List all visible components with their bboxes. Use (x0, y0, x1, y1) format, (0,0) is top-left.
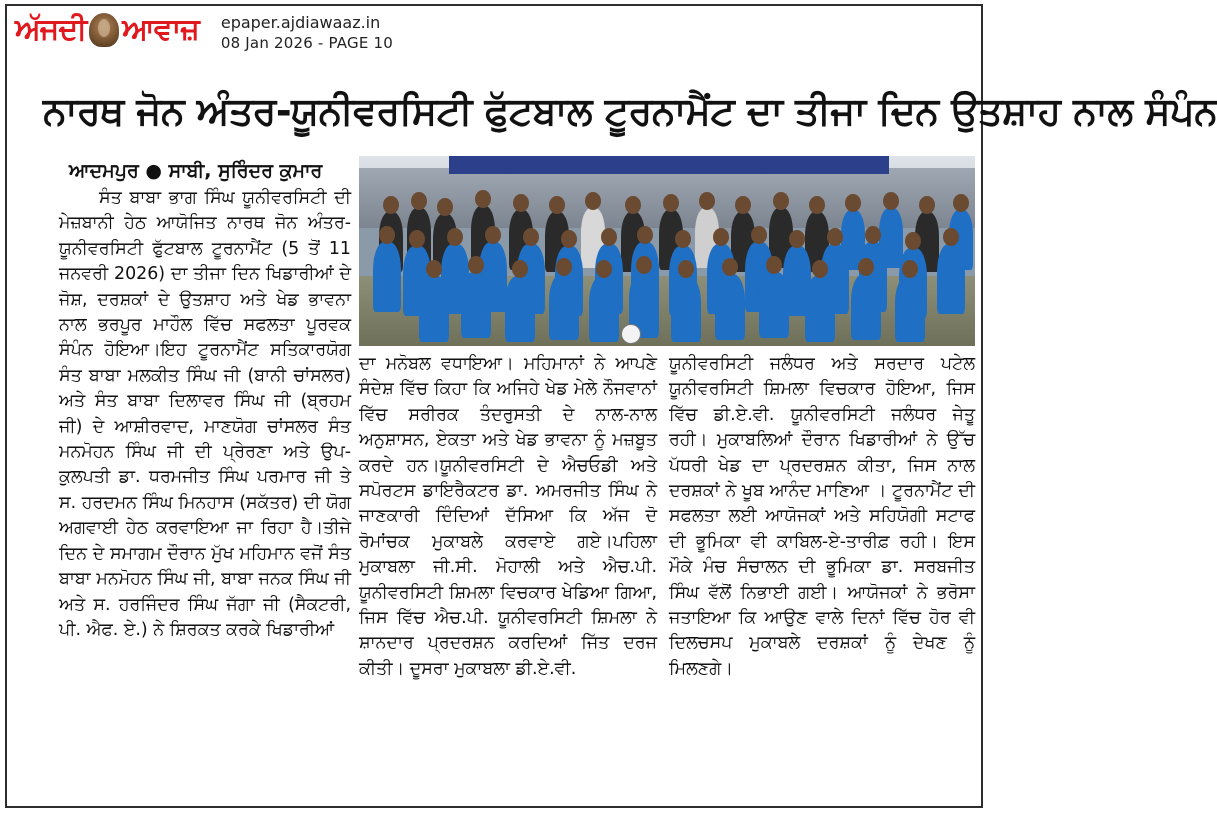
photo-figure-head (636, 256, 652, 274)
photo-figure (759, 272, 789, 338)
article-column-1 (59, 186, 351, 643)
article-column-2 (359, 352, 657, 682)
photo-figure (461, 272, 491, 338)
edition-date-page: 08 Jan 2026 - PAGE 10 (220, 34, 393, 52)
photo-figure-head (383, 196, 399, 214)
photo-figure (373, 242, 401, 312)
photo-banner (449, 156, 889, 174)
photo-figure-head (556, 258, 572, 276)
photo-figure-head (512, 260, 528, 278)
photo-figure-head (523, 228, 539, 246)
photo-figure-head (409, 230, 425, 248)
photo-figure-head (675, 230, 691, 248)
photo-figure (895, 276, 925, 342)
photo-figure-head (437, 198, 453, 216)
photo-figure-head (601, 228, 617, 246)
column-1-text: ਸੰਤ ਬਾਬਾ ਭਾਗ ਸਿੰਘ ਯੂਨੀਵਰਸਿਟੀ ਦੀ ਮੇਜ਼ਬਾਨੀ ਹੇਠ ਆਯੋਜਿਤ ਨਾਰਥ ਜੋਨ ਅੰਤਰ-ਯੂਨੀਵਰਸਿਟੀ ਫੁੱਟਬਾਲ ਟੂਰਨਾਮੈਂਟ (5 ਤੋਂ 11 ਜਨਵਰੀ 2026) ਦਾ ਤੀਜਾ ਦਿਨ ਖਿਡਾਰੀਆਂ ਦੇ ਜੋਸ਼, ਦਰਸ਼ਕਾਂ ਦੇ ਉਤਸ਼ਾਹ ਅਤੇ ਖੇਡ ਭਾਵਨਾ ਨਾਲ ਭਰਪੂਰ ਮਾਹੌਲ ਵਿੱਚ ਸਫਲਤਾ ਪੂਰਵਕ ਸੰਪੰਨ ਹੋਇਆ।ਇਹ ਟੂਰਨਾਮੈਂਟ ਸਤਿਕਾਰਯੋਗ ਸੰਤ ਬਾਬਾ ਮਲਕੀਤ ਸਿੰਘ ਜੀ (ਬਾਨੀ ਚਾਂਸਲਰ) ਅਤੇ ਸੰਤ ਬਾਬਾ ਦਿਲਾਵਰ ਸਿੰਘ ਜੀ (ਬ੍ਰਹਮ ਜੀ) ਦੇ ਆਸ਼ੀਰਵਾਦ, ਮਾਣਯੋਗ ਚਾਂਸਲਰ ਸੰਤ ਮਨਮੋਹਨ ਸਿੰਘ ਜੀ ਦੀ ਪ੍ਰੇਰਣਾ ਅਤੇ ਉਪ-ਕੁਲਪਤੀ ਡਾ. ਧਰਮਜੀਤ ਸਿੰਘ ਪਰਮਾਰ ਜੀ ਤੇ ਸ. ਹਰਦਮਨ ਸਿੰਘ ਮਿਨਹਾਸ (ਸਕੱਤਰ) ਦੀ ਯੋਗ ਅਗਵਾਈ ਹੇਠ ਕਰਵਾਇਆ ਜਾ ਰਿਹਾ ਹੈ।ਤੀਜੇ ਦਿਨ ਦੇ ਸਮਾਗਮ ਦੌਰਾਨ ਮੁੱਖ ਮਹਿਮਾਨ ਵਜੋਂ ਸੰਤ ਬਾਬਾ ਮਨਮੋਹਨ ਸਿੰਘ ਜੀ, ਬਾਬਾ ਜਨਕ ਸਿੰਘ ਜੀ ਅਤੇ ਸ. ਹਰਜਿੰਦਰ ਸਿੰਘ ਜੱਗਾ ਜੀ (ਸੈਕਟਰੀ, ਪੀ. ਐਫ. ਏ.) ਨੇ ਸ਼ਿਰਕਤ ਕਰਕੇ ਖਿਡਾਰੀਆਂ (59, 188, 351, 640)
column-3-text: ਯੂਨੀਵਰਸਿਟੀ ਜਲੰਧਰ ਅਤੇ ਸਰਦਾਰ ਪਟੇਲ ਯੂਨੀਵਰਸਿਟੀ ਸ਼ਿਮਲਾ ਵਿਚਕਾਰ ਹੋਇਆ, ਜਿਸ ਵਿੱਚ ਡੀ.ਏ.ਵੀ. ਯੂਨੀਵਰਸਿਟੀ ਜਲੰਧਰ ਜੇਤੂ ਰਹੀ। ਮੁਕਾਬਲਿਆਂ ਦੌਰਾਨ ਖਿਡਾਰੀਆਂ ਨੇ ਉੱਚ ਪੱਧਰੀ ਖੇਡ ਦਾ ਪ੍ਰਦਰਸ਼ਨ ਕੀਤਾ, ਜਿਸ ਨਾਲ ਦਰਸ਼ਕਾਂ ਨੇ ਖੂਬ ਆਨੰਦ ਮਾਣਿਆ । ਟੂਰਨਾਮੈਂਟ ਦੀ ਸਫਲਤਾ ਲਈ ਆਯੋਜਕਾਂ ਅਤੇ ਸਹਿਯੋਗੀ ਸਟਾਫ ਦੀ ਭੂਮਿਕਾ ਵੀ ਕਾਬਿਲ-ਏ-ਤਾਰੀਫ਼ ਰਹੀ। ਇਸ ਮੌਕੇ ਮੰਚ ਸੰਚਾਲਨ ਦੀ ਭੂਮਿਕਾ ਡਾ. ਸਰਬਜੀਤ ਸਿੰਘ ਵੱਲੋਂ ਨਿਭਾਈ ਗਈ। ਆਯੋਜਕਾਂ ਨੇ ਭਰੋਸਾ ਜਤਾਇਆ ਕਿ ਆਉਣ ਵਾਲੇ ਦਿਨਾਂ ਵਿੱਚ ਹੋਰ ਵੀ ਦਿਲਚਸਪ ਮੁਕਾਬਲੇ ਦਰਸ਼ਕਾਂ ਨੂੰ ਦੇਖਣ ਨੂੰ ਮਿਲਣਗੇ। (669, 354, 975, 679)
photo-figure-head (827, 228, 843, 246)
photo-figure-head (513, 194, 529, 212)
photo-figure-head (596, 260, 612, 278)
photo-figure-head (426, 260, 442, 278)
photo-figure-head (468, 256, 484, 274)
photo-figure-head (561, 230, 577, 248)
article-byline: ਆਦਮਪੁਰ ● ਸਾਬੀ, ਸੁਰਿੰਦਰ ਕੁਮਾਰ (69, 160, 323, 182)
masthead (15, 10, 393, 64)
photo-figure-head (625, 196, 641, 214)
logo-emblem-icon (89, 13, 119, 47)
football-icon (621, 324, 641, 344)
epaper-page (5, 4, 1217, 808)
photo-figure-head (549, 196, 565, 214)
photo-figure-head (766, 256, 782, 274)
column-2-text: ਦਾ ਮਨੋਬਲ ਵਧਾਇਆ। ਮਹਿਮਾਨਾਂ ਨੇ ਆਪਣੇ ਸੰਦੇਸ਼ ਵਿੱਚ ਕਿਹਾ ਕਿ ਅਜਿਹੇ ਖੇਡ ਮੇਲੇ ਨੌਜਵਾਨਾਂ ਵਿੱਚ ਸਰੀਰਕ ਤੰਦਰੁਸਤੀ ਦੇ ਨਾਲ-ਨਾਲ ਅਨੁਸ਼ਾਸਨ, ਏਕਤਾ ਅਤੇ ਖੇਡ ਭਾਵਨਾ ਨੂੰ ਮਜ਼ਬੂਤ ਕਰਦੇ ਹਨ।ਯੂਨੀਵਰਸਿਟੀ ਦੇ ਐਚਓਡੀ ਅਤੇ ਸਪੋਰਟਸ ਡਾਇਰੈਕਟਰ ਡਾ. ਅਮਰਜੀਤ ਸਿੰਘ ਨੇ ਜਾਣਕਾਰੀ ਦਿੰਦਿਆਂ ਦੱਸਿਆ ਕਿ ਅੱਜ ਦੋ ਰੋਮਾਂਚਕ ਮੁਕਾਬਲੇ ਕਰਵਾਏ ਗਏ।ਪਹਿਲਾ ਮੁਕਾਬਲਾ ਜੀ.ਸੀ. ਮੋਹਾਲੀ ਅਤੇ ਐਚ.ਪੀ. ਯੂਨੀਵਰਸਿਟੀ ਸ਼ਿਮਲਾ ਵਿਚਕਾਰ ਖੇਡਿਆ ਗਿਆ, ਜਿਸ ਵਿੱਚ ਐਚ.ਪੀ. ਯੂਨੀਵਰਸਿਟੀ ਸ਼ਿਮਲਾ ਨੇ ਸ਼ਾਨਦਾਰ ਪ੍ਰਦਰਸ਼ਨ ਕਰਦਿਆਂ ਜਿੱਤ ਦਰਜ ਕੀਤੀ। ਦੂਸਰਾ ਮੁਕਾਬਲਾ ਡੀ.ਏ.ਵੀ. (359, 354, 657, 679)
photo-figure-head (905, 232, 921, 250)
photo-figure-head (678, 260, 694, 278)
photo-figure-head (845, 194, 861, 212)
photo-figure (505, 276, 535, 342)
photo-figure-head (865, 226, 881, 244)
photo-figure-head (447, 228, 463, 246)
photo-figure (671, 276, 701, 342)
photo-figure (419, 276, 449, 342)
edition-meta (221, 12, 393, 54)
photo-figure-head (713, 228, 729, 246)
photo-figure-head (943, 228, 959, 246)
article-column-3 (669, 352, 975, 682)
photo-figure-head (953, 194, 969, 212)
photo-figure (589, 276, 619, 342)
photo-figure-head (637, 226, 653, 244)
photo-figure-head (858, 258, 874, 276)
photo-figure-head (883, 192, 899, 210)
photo-figure-head (411, 192, 427, 210)
photo-figure (851, 274, 881, 340)
photo-figure-head (735, 196, 751, 214)
photo-figure-head (475, 190, 491, 208)
photo-figure-head (751, 226, 767, 244)
photo-figure-head (812, 260, 828, 278)
photo-figure (549, 274, 579, 340)
photo-figure-head (379, 226, 395, 244)
photo-figure-head (485, 226, 501, 244)
newspaper-logo[interactable] (15, 10, 199, 50)
article-headline: ਨਾਰਥ ਜੋਨ ਅੰਤਰ-ਯੂਨੀਵਰਸਿਟੀ ਫੁੱਟਬਾਲ ਟੂਰਨਾਮੈਂਟ ਦਾ ਤੀਜਾ ਦਿਨ ਉਤਸ਼ਾਹ ਨਾਲ ਸੰਪੰਨ (43, 89, 1217, 133)
photo-figure-head (585, 192, 601, 210)
logo-text-left: ਅੱਜਦੀ (15, 12, 87, 47)
photo-figure-head (919, 196, 935, 214)
photo-figure-head (809, 196, 825, 214)
photo-figure-head (789, 230, 805, 248)
photo-figure-head (722, 258, 738, 276)
photo-figure-head (699, 192, 715, 210)
logo-text-right: ਆਵਾਜ਼ (122, 12, 199, 47)
photo-figure (937, 244, 965, 314)
photo-figure-head (773, 192, 789, 210)
photo-figure-head (663, 194, 679, 212)
photo-figure-head (902, 260, 918, 278)
team-photo (359, 156, 975, 346)
epaper-url[interactable]: epaper.ajdiawaaz.in (220, 13, 381, 32)
photo-figure (715, 274, 745, 340)
photo-figure (805, 276, 835, 342)
